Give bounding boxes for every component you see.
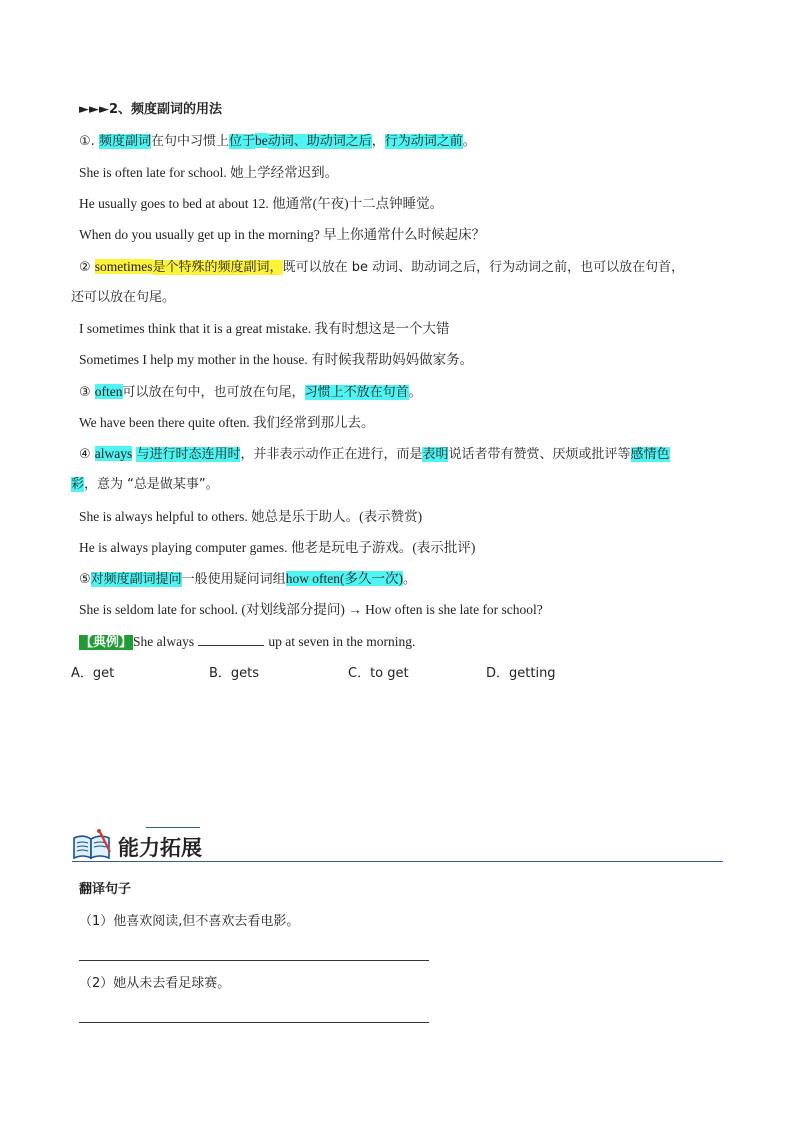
section-title-rule (72, 861, 723, 862)
subsection-title: 翻译句子 (79, 882, 132, 897)
option-b[interactable]: B．gets (209, 666, 260, 681)
rule-2-hl-1: sometimes (94, 259, 153, 274)
section-header-accent-line (146, 827, 200, 828)
rule-5-hl-2: how often(多久一次) (285, 571, 404, 586)
answer-line-1[interactable] (79, 960, 429, 961)
rule-2-hl-2: 是个特殊的频度副词， (152, 260, 283, 275)
rule-1-num: ①. (79, 134, 95, 149)
example-sentence-8: He is always playing computer games. 他老是玩电子游戏。(表示批评) (79, 540, 476, 555)
rule-4-hl-2: 与进行时态连用时 (136, 447, 241, 462)
example-sentence-4: I sometimes think that it is a great mistake. 我有时想这是一个大错 (79, 321, 450, 336)
rule-3 (79, 382, 422, 403)
rule-1-hl-1: 频度副词 (98, 134, 151, 149)
rule-4-hl-4: 感情色 (630, 447, 670, 462)
rule-5-text-2: 。 (403, 572, 417, 587)
rule-1-text-1: 在句中习惯上 (150, 134, 229, 149)
rule-5-hl-1: 对频度副词提问 (90, 572, 182, 587)
rule-3-hl-2: 习惯上不放在句首 (304, 385, 409, 400)
rule-1-hl-4: 动词、助动词之后 (267, 134, 372, 149)
answer-blank (198, 631, 264, 646)
question-2: （2）她从未去看足球赛。 (79, 976, 231, 991)
option-c[interactable]: C．to get (348, 666, 409, 681)
example-sentence-6: We have been there quite often. 我们经常到那儿去。 (79, 415, 375, 430)
example-tag: 【典例】 (80, 635, 133, 650)
rule-5-text-1: 一般使用疑问词组 (181, 572, 286, 587)
section-title: 能力拓展 (118, 836, 202, 860)
rule-3-text-1: 可以放在句中，也可放在句尾， (122, 385, 305, 400)
example-question-after: up at seven in the morning. (268, 634, 416, 649)
rule-2-text-1: 既可以放在 be 动词、助动词之后，行为动词之前，也可以放在句首， (282, 260, 685, 275)
rule-4-text-1: ，并非表示动作正在进行，而是 (240, 447, 423, 462)
option-d[interactable]: D．getting (486, 666, 556, 681)
section-heading: ►►►2、频度副词的用法 (79, 102, 223, 117)
rule-3-text-2: 。 (408, 385, 422, 400)
rule-4-num: ④ (79, 447, 91, 462)
example-sentence-2: He usually goes to bed at about 12. 他通常(午夜)十二点钟睡觉。 (79, 196, 444, 211)
example-sentence-9: She is seldom late for school. (对划线部分提问) → How often is she late for school? (79, 602, 543, 617)
rule-4-hl-5: 彩 (71, 477, 85, 492)
rule-1-hl-3: be (254, 133, 268, 148)
rule-5-num: ⑤ (79, 572, 91, 587)
rule-1-hl-5: 行为动词之前 (384, 134, 463, 149)
rule-4-text-2: 说话者带有赞赏、厌烦或批评等 (448, 447, 631, 462)
rule-1-text-2: ， (371, 134, 385, 149)
rule-4-continued (71, 475, 219, 495)
rule-3-num: ③ (79, 385, 91, 400)
answer-line-2[interactable] (79, 1022, 429, 1023)
example-sentence-3: When do you usually get up in the morning? 早上你通常什么时候起床？ (79, 227, 486, 242)
rule-2-num: ② (79, 260, 91, 275)
rule-2 (79, 257, 684, 278)
rule-4 (79, 444, 670, 465)
rule-3-hl-1: often (94, 384, 123, 399)
example-sentence-5: Sometimes I help my mother in the house. 有时候我帮助妈妈做家务。 (79, 352, 474, 367)
rule-2-continued: 还可以放在句尾。 (71, 290, 176, 305)
rule-1 (79, 131, 476, 152)
rule-5 (79, 569, 416, 590)
rule-4-hl-1: always (94, 446, 133, 461)
example-sentence-7: She is always helpful to others. 她总是乐于助人。(表示赞赏) (79, 509, 423, 524)
question-1: （1）他喜欢阅读,但不喜欢去看电影。 (79, 914, 300, 929)
rule-4-hl-3: 表明 (422, 447, 449, 462)
open-book-icon (70, 828, 114, 862)
option-a[interactable]: A．get (71, 666, 115, 681)
rule-1-hl-2: 位于 (228, 134, 255, 149)
rule-4-text-3: ，意为 “总是做某事”。 (84, 477, 219, 492)
rule-1-text-3: 。 (462, 134, 476, 149)
example-question (79, 631, 415, 653)
example-question-before: She always (133, 634, 195, 649)
example-sentence-1: She is often late for school. 她上学经常迟到。 (79, 165, 339, 180)
